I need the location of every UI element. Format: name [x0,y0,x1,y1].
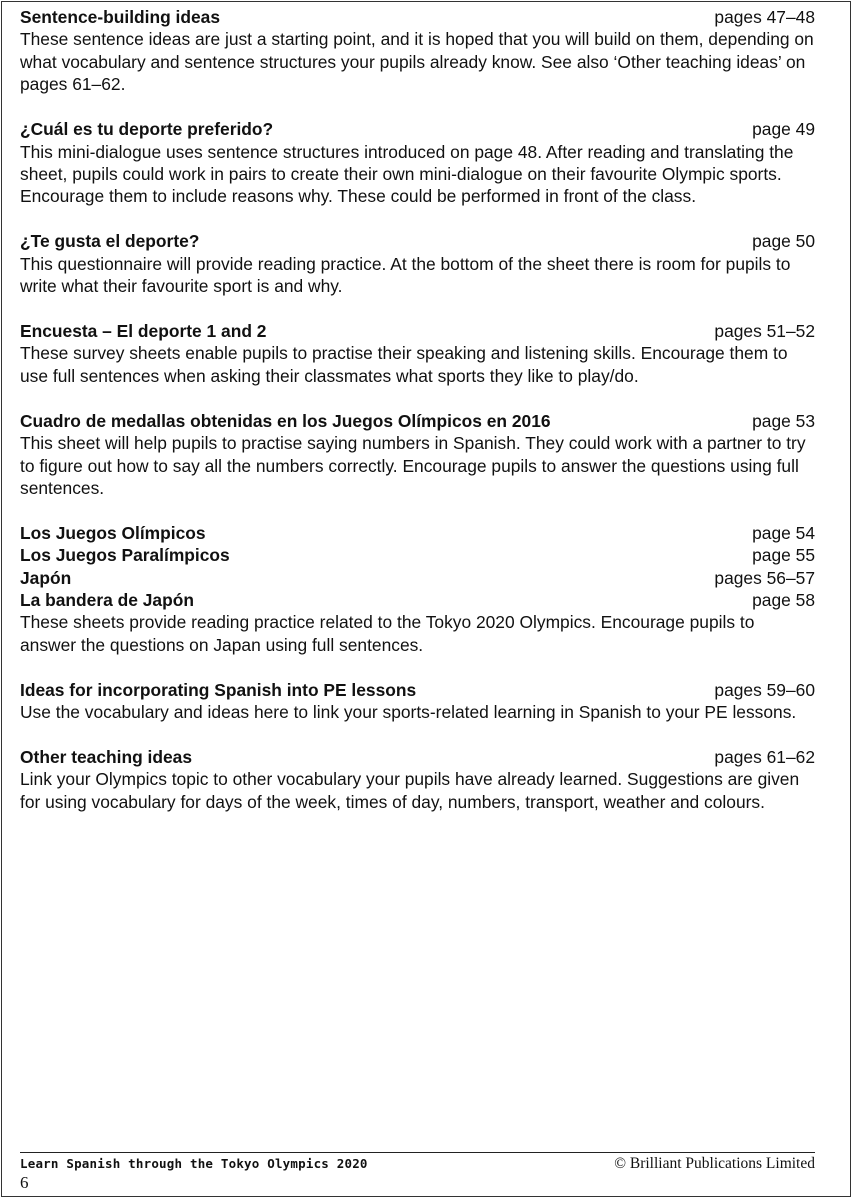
page-reference: page 53 [752,410,815,431]
section-heading-row [20,589,815,611]
section-heading: La bandera de Japón [20,590,194,611]
section-encuesta [20,320,815,387]
footer-publisher: © Brilliant Publications Limited [614,1155,815,1172]
page-reference: page 58 [752,590,815,611]
section-heading: Ideas for incorporating Spanish into PE lessons [20,679,417,700]
section-heading: Cuadro de medallas obtenidas en los Juegos Olímpicos en 2016 [20,410,551,431]
section-heading: Encuesta – El deporte 1 and 2 [20,320,267,341]
section-heading-row [20,522,815,544]
section-description: Use the vocabulary and ideas here to link your sports-related learning in Spanish to your PE lessons. [20,702,797,723]
section-sentence-building [20,6,815,96]
section-heading-row [20,746,815,768]
footer-divider [20,1152,815,1153]
section-heading-row [20,6,815,28]
page-reference: page 50 [752,231,815,252]
section-deporte-preferido [20,118,815,208]
section-heading: Other teaching ideas [20,747,193,768]
section-heading: ¿Cuál es tu deporte preferido? [20,119,274,140]
page-reference: pages 56–57 [714,567,815,588]
section-description: This questionnaire will provide reading practice. At the bottom of the sheet there is room for pupils to write what their favourite sport is and why. [20,253,791,297]
section-heading: Los Juegos Olímpicos [20,522,206,543]
section-description: This mini-dialogue uses sentence structures introduced on page 48. After reading and translating the sheet, pupils could work in pairs to create their own mini-dialogue on their favourite Olympic sports. Encourage them to include reasons why. These could be performed in front of the class. [20,141,794,207]
section-heading-row [20,567,815,589]
section-heading-row [20,230,815,252]
section-other-teaching-ideas [20,746,815,813]
page-number: 6 [20,1173,29,1192]
section-heading-row [20,544,815,566]
section-description: These survey sheets enable pupils to practise their speaking and listening skills. Encourage them to use full sentences when asking their classmates what sports they like to play/do. [20,343,788,386]
footer-book-title: Learn Spanish through the Tokyo Olympics 2020 [20,1156,368,1171]
page-reference: pages 51–52 [714,320,815,341]
section-heading-row [20,679,815,701]
section-heading: Los Juegos Paralímpicos [20,545,230,566]
section-cuadro-medallas [20,410,815,500]
section-description: These sheets provide reading practice related to the Tokyo 2020 Olympics. Encourage pupils to answer the questions on Japan using full sentences. [20,612,755,655]
teaching-notes [20,6,815,836]
section-heading-row [20,410,815,432]
page-reference: page 54 [752,522,815,543]
section-heading: ¿Te gusta el deporte? [20,231,200,252]
section-juegos-japon [20,522,815,656]
section-heading-row [20,118,815,140]
section-description: These sentence ideas are just a starting point, and it is hoped that you will build on them, depending on what vocabulary and sentence structures your pupils already know. See also ‘Other teaching ideas’ on pages 61–62. [20,29,814,95]
page-reference: page 49 [752,119,815,140]
section-heading: Sentence-building ideas [20,7,221,27]
section-description: Link your Olympics topic to other vocabulary your pupils have already learned. Suggestions are given for using vocabulary for days of the week, times of day, numbers, transport, weather and colours. [20,769,800,812]
section-heading-row [20,320,815,342]
section-pe-lessons [20,679,815,724]
page-reference: pages 59–60 [714,679,815,700]
page-reference: page 55 [752,545,815,566]
section-heading: Japón [20,567,72,588]
page-reference: pages 61–62 [714,747,815,768]
page-reference: pages 47–48 [714,7,815,27]
section-te-gusta-deporte [20,230,815,297]
section-description: This sheet will help pupils to practise saying numbers in Spanish. They could work with a partner to try to figure out how to say all the numbers correctly. Encourage pupils to answer the questions using full sentences. [20,433,806,498]
